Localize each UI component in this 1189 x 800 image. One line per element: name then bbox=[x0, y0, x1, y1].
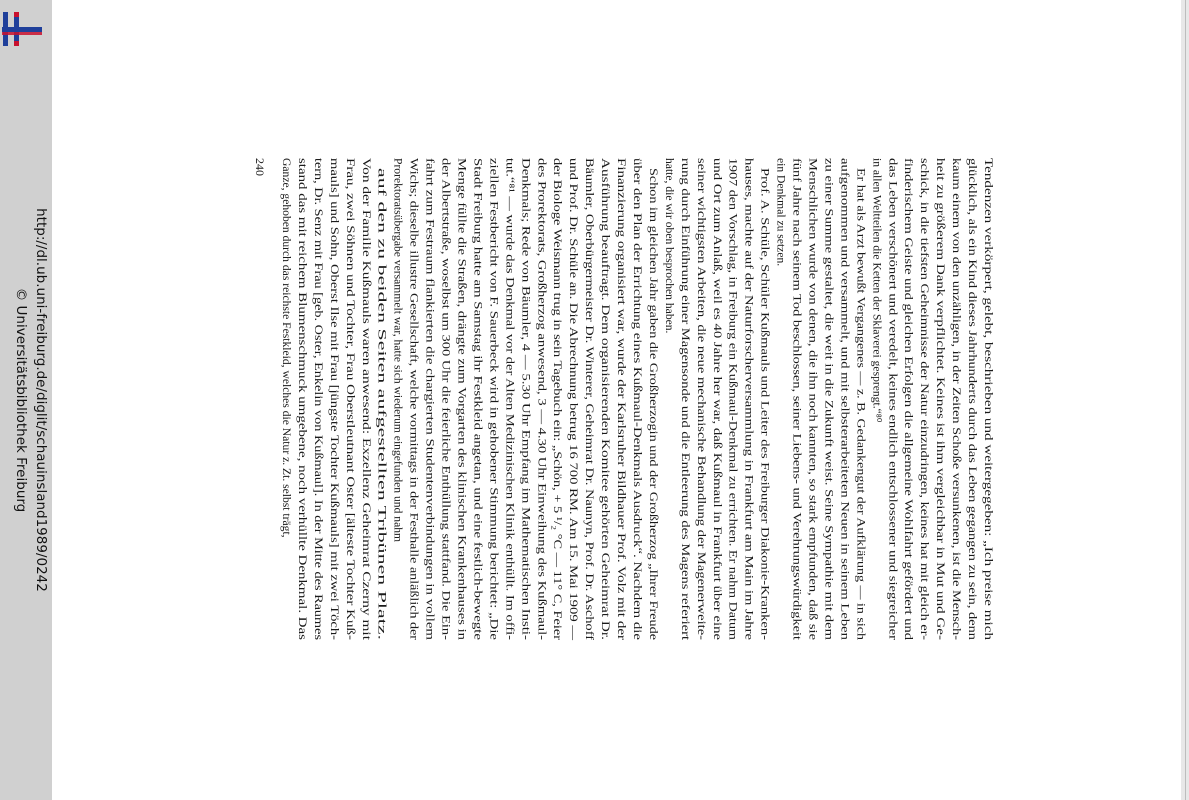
text-line: Menschlichen wurde von denen, die ihn noch kannten, so stark empfunden, daß sie bbox=[806, 158, 820, 544]
text-line: Wichs; dieselbe illustre Gesellschaft, welche vormittags in der Festhalle anläßlich der bbox=[407, 158, 421, 556]
text-line: Frau, zwei Söhnen und Tochter, Frau Oberstleutnant Oster [älteste Tochter Kuß- bbox=[343, 158, 357, 530]
text-line: in allen Weltteilen die Ketten der Sklaverei gesprengt.“⁸⁰ bbox=[870, 158, 884, 423]
text-line: das Leben verschönert und veredelt, keines endlich entschlossener und siegreicher bbox=[886, 158, 900, 540]
text-line: Stadt Freiburg hatte am Samstag ihr Festkleid angetan, und eine festlich-bewegte bbox=[471, 158, 485, 535]
text-line: der Albertstraße, woselbst um 300 Uhr die feierliche Enthüllung stattfand. Die Ein- bbox=[439, 158, 453, 545]
text-line: fahrt zum Festraum flankierten die chargierten Studentenverbindungen in vollem bbox=[423, 158, 437, 534]
copyright-notice: © Universitätsbibliothek Freiburg bbox=[13, 287, 29, 513]
text-line: Ganze, gehoben durch das reichste Festkleid, welches die Natur z. Zt. selbst trägt, bbox=[280, 158, 293, 538]
text-line: Schon im gleichen Jahr gaben die Großherzogin und der Großherzog „Ihrer Freude bbox=[646, 168, 660, 554]
text-line: des Prorektorats, Großherzog anwesend, 3 — 4.30 Uhr Einweihung des Kußmaul- bbox=[535, 158, 549, 541]
text-line: Von der Familie Kußmauls waren anwesend: Exzellenz Geheimrat Czerny mit bbox=[359, 158, 373, 522]
text-line: Er hat als Arzt bewußt Vergangenes — z. B. Gedankengut der Aufklärung — in sich bbox=[854, 168, 868, 559]
text-line: hatte, die wir oben besprochen haben. bbox=[662, 158, 676, 334]
text-line: Tendenzen verkörpert, gelebt, beschrieben und weitergegeben: „Ich preise mich bbox=[982, 158, 995, 528]
text-line: heit zu größerem Dank verpflichtet. Keines ist ihm vergleichbar in Mut und Ge- bbox=[934, 158, 948, 529]
document-url-link[interactable]: http://dl.ub.uni-freiburg.de/diglit/schauinsland1989/0242 bbox=[33, 208, 49, 592]
text-line: auf den zu beiden Seiten aufgestellten Tribünen Platz. bbox=[375, 168, 389, 418]
text-line: seiner wichtigsten Arbeiten, die neue mechanische Behandlung der Magenerweite- bbox=[694, 158, 708, 543]
text-line: ein Denkmal zu setzen. bbox=[774, 158, 788, 267]
text-line: kaum einem von den unzähligen, in der Zeiten Schoße versunkenen, ist die Mensch- bbox=[950, 158, 964, 550]
text-line: aufgenommen und versammelt, und mit selbsterarbeiteten Neuen in seinem Leben bbox=[838, 158, 852, 540]
text-line: Prorektoratsübergabe versammelt war, hatte sich wiederum eingefunden und nahm bbox=[391, 158, 405, 543]
text-line: und Prof. Dr. Schüle an. Die Abrechnung betrug 16 700 RM. Am 15. Mai 1909 — bbox=[567, 158, 581, 540]
text-line: über den Plan der Errichtung eines Kußmaul-Denkmals Ausdruck“. Nachdem die bbox=[631, 158, 644, 536]
text-line: stand das mit reichem Blumenschmuck umgebene, noch verhüllte Denkmal. Das bbox=[295, 158, 309, 533]
text-line: rung durch Einführung einer Magensonde und die Entleerung des Magens referiert bbox=[678, 158, 692, 542]
text-line: mauls] und Sohn, Oberst Ilse mit Frau [jüngste Tochter Kußmauls] mit zwei Töch- bbox=[327, 158, 341, 542]
text-line: der Biologe Weismann trug in sein Tagebuch ein: „Schön, + 5 ¹/₂ °C — 11° C, Feier bbox=[551, 158, 565, 548]
text-line: zu einer Summe gestaltet, die weit in die Zukunft weist. Seine Sympathie mit dem bbox=[822, 158, 836, 540]
page-text bbox=[280, 158, 995, 641]
text-line: tut.“⁸¹ — wurde das Denkmal vor der Alten Medizinischen Klinik enthüllt. Im offi- bbox=[503, 158, 517, 544]
text-line: 1907 den Vorschlag, in Freiburg ein Kußmaul-Denkmal zu errichten. Er nahm Datum bbox=[726, 158, 740, 555]
text-line: Prof. A. Schüle, Schüler Kußmauls und Leiter des Freiburger Diakonie-Kranken- bbox=[758, 168, 772, 545]
text-line: schick, in die tiefsten Geheimnisse der Natur einzudringen, keines hat mit gleich er- bbox=[918, 158, 932, 548]
text-line: Bäumler, Oberbürgermeister Dr. Winterer, Geheimrat Dr. Naunyn, Prof. Dr. Aschoff bbox=[583, 158, 597, 549]
text-line: ziellen Festbericht von F. Sauerbeck wird in gehobener Stimmung berichtet: „Die bbox=[487, 158, 501, 537]
text-line: tern, Dr. Senz mit Frau [geb. Oster, Enkelin von Kußmaul]. In der Mitte des Raumes bbox=[311, 158, 325, 551]
text-line: glücklich, als ein Kind dieses Jahrhunderts durch das Leben gegangen zu sein, denn bbox=[966, 158, 980, 547]
text-line: finderischem Geiste und gleichen Erfolgen die allgemeine Wohlfahrt gefördert und bbox=[902, 158, 916, 543]
text-line: Denkmals; Rede von Bäumler, 4 — 5.30 Uhr Empfang im Mathematischen Insti- bbox=[519, 158, 533, 536]
text-line: fünf Jahre nach seinem Tod beschlossen, seiner Liebens- und Verehrungswürdigkeit bbox=[790, 158, 804, 547]
page-number: 240 bbox=[253, 158, 267, 176]
text-line: Finanzierung organisiert war, wurde der Karlsruher Bildhauer Prof. Volz mit der bbox=[615, 158, 629, 531]
text-line: Menge füllte die Straßen, drängte zum Vorgarten des klinischen Krankenhauses in bbox=[455, 158, 469, 539]
text-line: und Ort zum Anlaß, weil es 40 Jahre her war, daß Kußmaul in Frankfurt über eine bbox=[710, 158, 724, 538]
text-line: hauses, machte auf der Naturforscherversammlung in Frankfurt am Main im Jahre bbox=[742, 158, 756, 540]
text-line: Ausführung beauftragt. Dem organisierenden Komitee gehörten Geheimrat Dr. bbox=[599, 158, 613, 524]
